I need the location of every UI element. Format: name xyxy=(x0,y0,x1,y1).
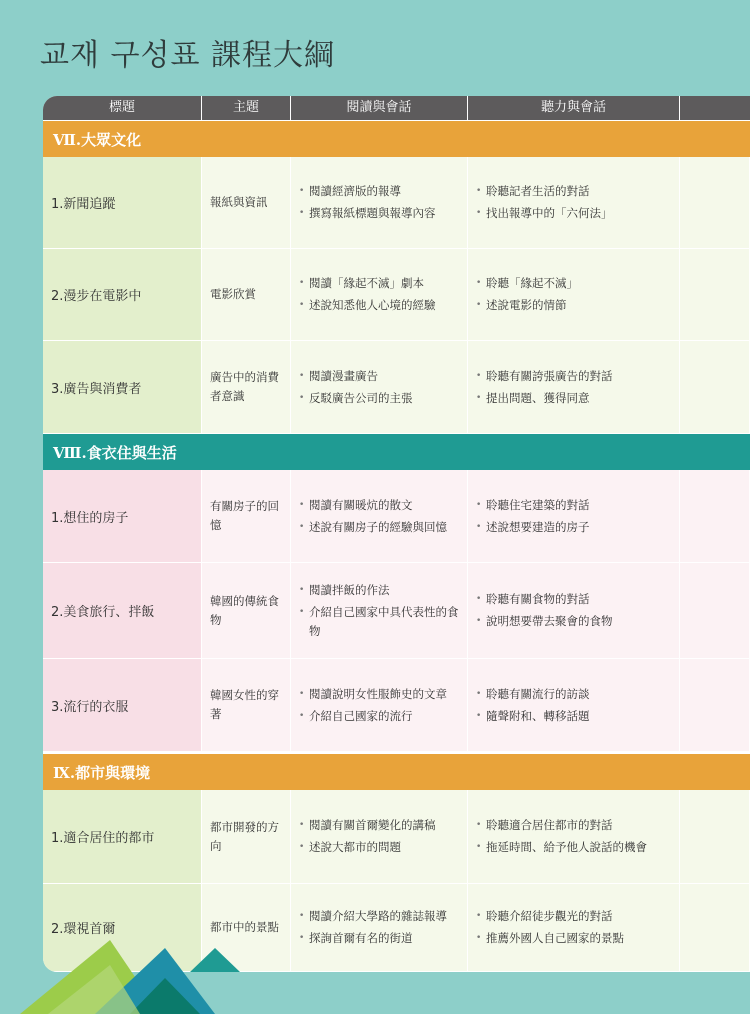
listening-item: • 聆聽「緣起不滅」 xyxy=(476,274,578,293)
page-title: 교재 구성표 課程大綱 xyxy=(40,38,335,73)
listening-item: • 拖延時間、給予他人說話的機會 xyxy=(476,838,647,857)
lesson-topic: 有關房子的回憶 xyxy=(210,499,279,532)
lesson-topic: 都市中的景點 xyxy=(210,920,279,934)
header-reading: 閱讀與會話 xyxy=(291,96,468,120)
header-title: 標題 xyxy=(43,96,202,120)
lesson-title: 3.流行的衣服 xyxy=(51,699,129,715)
lesson-title: 2.漫步在電影中 xyxy=(51,289,142,304)
listening-item: • 隨聲附和、轉移話題 xyxy=(476,707,590,726)
reading-item: • 述說有關房子的經驗與回憶 xyxy=(299,518,447,537)
lesson-title: 1.想住的房子 xyxy=(51,510,129,526)
listening-item: • 提出問題、獲得同意 xyxy=(476,389,613,408)
lesson-topic: 報紙與資訊 xyxy=(210,195,268,209)
listening-item: • 聆聽有關誇張廣告的對話 xyxy=(476,367,613,386)
listening-item: • 聆聽住宅建築的對話 xyxy=(476,496,590,515)
lesson-title: 3.廣告與消費者 xyxy=(51,381,142,397)
listening-item: • 述說想要建造的房子 xyxy=(476,518,590,537)
section-label: Ⅶ.大眾文化 xyxy=(53,131,142,149)
reading-item: • 述說大都市的問題 xyxy=(299,838,436,857)
section-label: Ⅷ.食衣住與生活 xyxy=(53,444,177,462)
lesson-topic: 電影欣賞 xyxy=(210,287,256,301)
lesson-topic: 廣告中的消費者意識 xyxy=(210,370,279,403)
reading-item: • 介紹自己國家的流行 xyxy=(299,707,447,726)
reading-item: • 閱讀介紹大學路的雜誌報導 xyxy=(299,907,447,926)
reading-item: • 閱讀漫畫廣告 xyxy=(299,367,413,386)
listening-item: • 推薦外國人自己國家的景點 xyxy=(476,929,624,948)
lesson-title: 2.美食旅行、拌飯 xyxy=(51,605,155,620)
reading-item: • 反駁廣告公司的主張 xyxy=(299,389,413,408)
section-label: Ⅸ.都市與環境 xyxy=(53,764,151,782)
lesson-topic: 韓國女性的穿著 xyxy=(210,688,279,721)
reading-item: • 閱讀拌飯的作法 xyxy=(299,581,461,600)
reading-item: • 閱讀有關首爾變化的講稿 xyxy=(299,816,436,835)
reading-item: • 閱讀「緣起不滅」劇本 xyxy=(299,274,436,293)
reading-item: • 閱讀經濟版的報導 xyxy=(299,182,436,201)
reading-item: • 介紹自己國家中具代表性的食物 xyxy=(299,603,461,641)
listening-item: • 說明想要帶去聚會的食物 xyxy=(476,612,613,631)
lesson-title: 1.新聞追蹤 xyxy=(51,197,116,212)
reading-item: • 閱讀有關暖炕的散文 xyxy=(299,496,447,515)
listening-item: • 找出報導中的「六何法」 xyxy=(476,204,613,223)
reading-item: • 撰寫報紙標題與報導內容 xyxy=(299,204,436,223)
listening-item: • 述說電影的情節 xyxy=(476,296,578,315)
lesson-title: 2.環視首爾 xyxy=(51,922,116,937)
reading-item: • 閱讀說明女性服飾史的文章 xyxy=(299,685,447,704)
listening-item: • 聆聽記者生活的對話 xyxy=(476,182,613,201)
reading-item: • 探詢首爾有名的街道 xyxy=(299,929,447,948)
lesson-topic: 韓國的傳統食物 xyxy=(210,593,279,627)
listening-item: • 聆聽介紹徒步觀光的對話 xyxy=(476,907,624,926)
header-topic: 主題 xyxy=(202,96,291,120)
reading-item: • 述說知悉他人心境的經驗 xyxy=(299,296,436,315)
lesson-title: 1.適合居住的都市 xyxy=(51,831,155,846)
listening-item: • 聆聽有關食物的對話 xyxy=(476,590,613,609)
listening-item: • 聆聽有關流行的訪談 xyxy=(476,685,590,704)
lesson-topic: 都市開發的方向 xyxy=(210,819,279,853)
listening-item: • 聆聽適合居住都市的對話 xyxy=(476,816,647,835)
header-listening: 聽力與會話 xyxy=(468,96,680,120)
